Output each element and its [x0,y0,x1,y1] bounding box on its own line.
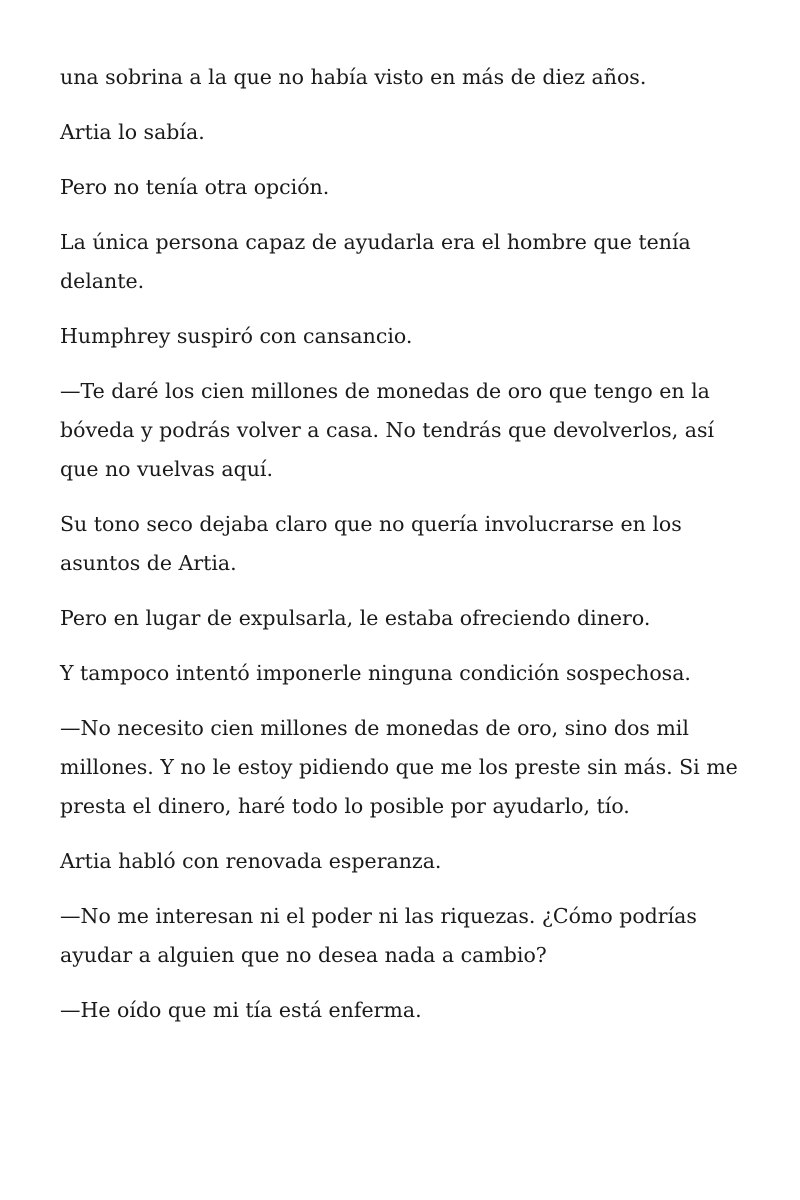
paragraph: Artia lo sabía. [60,120,205,144]
paragraph: Y tampoco intentó imponerle ninguna condición sospechosa. [60,661,691,685]
paragraph: Pero en lugar de expulsarla, le estaba ofreciendo dinero. [60,606,651,630]
paragraph: una sobrina a la que no había visto en más de diez años. [60,65,647,89]
paragraph: Su tono seco dejaba claro que no quería involucrarse en los asuntos de Artia. [60,512,682,575]
document-page [60,58,750,1046]
paragraph: Humphrey suspiró con cansancio. [60,324,413,348]
paragraph: —He oído que mi tía está enferma. [60,998,422,1022]
paragraph: —No necesito cien millones de monedas de oro, sino dos mil millones. Y no le estoy pidiendo que me los preste sin más. Si me presta el dinero, haré todo lo posible por ayudarlo, tío. [60,716,738,818]
paragraph: —Te daré los cien millones de monedas de oro que tengo en la bóveda y podrás volver a casa. No tendrás que devolverlos, así que no vuelvas aquí. [60,379,715,481]
paragraph: Artia habló con renovada esperanza. [60,849,442,873]
paragraph: La única persona capaz de ayudarla era el hombre que tenía delante. [60,230,691,293]
paragraph: —No me interesan ni el poder ni las riquezas. ¿Cómo podrías ayudar a alguien que no desea nada a cambio? [60,904,697,967]
paragraph: Pero no tenía otra opción. [60,175,330,199]
